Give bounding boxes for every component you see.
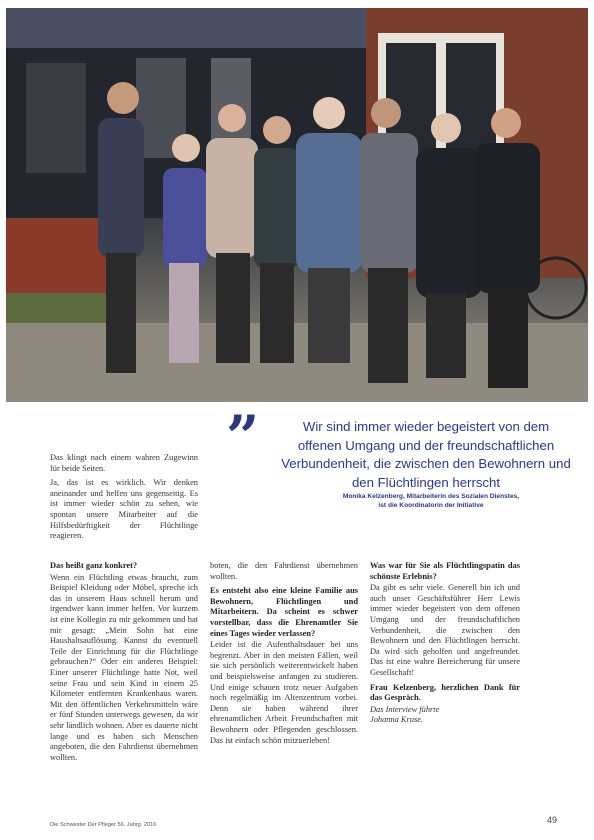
column-1-bottom (50, 561, 198, 821)
footer-publication: Die Schwester Der Pfleger 56. Jahrg. 2016 (50, 822, 157, 828)
col2-paragraph-3: Leider ist die Aufenthaltsdauer bei uns begrenzt. Aber in den meisten Fällen, weil sie sich persönlich weiterentwickelt haben und beispielsweise anfangen zu studieren. Und einige schauen trotz neuer Aufgaben noch regelmäßig im Altenzentrum vorbei. Denn sie haben während ihrer ehrenamtlichen Arbeit Freundschaften mit Bewohnern oder Pflegenden geschlossen. Das ist einfach schön mitzuerleben! (210, 640, 358, 745)
column-3 (370, 561, 520, 730)
col3-signature (370, 705, 520, 726)
col3-thanks: Frau Kelzenberg, herzlichen Dank für das Gespräch. (370, 682, 520, 703)
col2-paragraph-1: boten, die den Fahrdienst übernehmen wollten. (210, 561, 358, 581)
column-2 (210, 561, 358, 750)
col1-paragraph-1: Das klingt nach einem wahren Zugewinn für beide Seiten. (50, 453, 198, 473)
pull-quote-text: Wir sind immer wieder begeistert von dem offenen Umgang und der freundschaftlichen Verbundenheit, die zwischen den Bewohnern und den Flüchtlingen herrscht (281, 419, 571, 490)
col3-paragraph-1: Da gibt es sehr viele. Generell bin ich und auch unser Geschäftsführer Herr Lewis immer wieder begeistert von dem offenen Umgang und der freundschaftlichen Verbundenheit, die zwischen den Bewohnern und den Flüchtlingen herrscht. Da wird sich geholfen und angefreundet. Das ist eine wahre Bereicherung für unsere Gesellschaft! (370, 583, 520, 677)
col1-paragraph-3: Wenn ein Flüchtling etwas braucht, zum Beispiel Kleidung oder Möbel, spreche ich das in unserem Haus schnell herum und irgendwer kann immer helfen. Vor kurzem ist eine Kollegin zu mir gekommen und hat mir gesagt: „Mein Sohn hat eine Haushaltsauflösung. Kannst du eventuell Teile der Einrichtung für die Flüchtlinge gebrauchen?“ Oder ein anderes Beispiel: Einer unserer Flüchtlinge hatte Not, weil seine Frau und sein Kind in einem 25 Kilometer entfernten Krankenhaus waren. Mit den öffentlichen Verkehrsmitteln wäre er fünf Stunden unterwegs gewesen, da wir sehr ländlich wohnen. Aber es dauerte nicht lange und es haben sich Menschen angeboten, die den Fahrdienst übernehmen wollten. (50, 572, 198, 762)
signature-line-2: Johanna Kruse. (370, 715, 424, 725)
quote-mark-icon: ” (226, 403, 260, 471)
group-photo (6, 8, 588, 402)
col1-paragraph-2: Ja, das ist es wirklich. Wir denken aneinander und helfen uns gegenseitig. Es ist immer wieder schön zu sehen, wie spontan unsere Mitarbeiter auf die Hilfsbedürftigkeit der Flüchtlinge reagieren. (50, 478, 198, 541)
col3-question-1: Was war für Sie als Flüchtlingspatin das schönste Erlebnis? (370, 561, 520, 581)
attribution-line-2: ist die Koordinatorin der Initiative (378, 502, 484, 509)
col2-question: Es entsteht also eine kleine Familie aus Bewohnern, Flüchtlingen und Mitarbeitern. Da scheint es schwer vorstellbar, dass die Ehrenamtler Sie eines Tages wieder verlassen? (210, 586, 358, 638)
col1-question-1: Das heißt ganz konkret? (50, 561, 138, 570)
signature-line-1: Das Interview führte (370, 704, 440, 714)
column-1-top (50, 453, 198, 546)
page-number: 49 (547, 815, 558, 825)
attribution-line-1: Monika Kelzenberg, Mitarbeiterin des Sozialen Dienstes, (342, 493, 520, 500)
pull-quote-attribution (290, 492, 572, 510)
group-photo-illustration (6, 8, 588, 402)
